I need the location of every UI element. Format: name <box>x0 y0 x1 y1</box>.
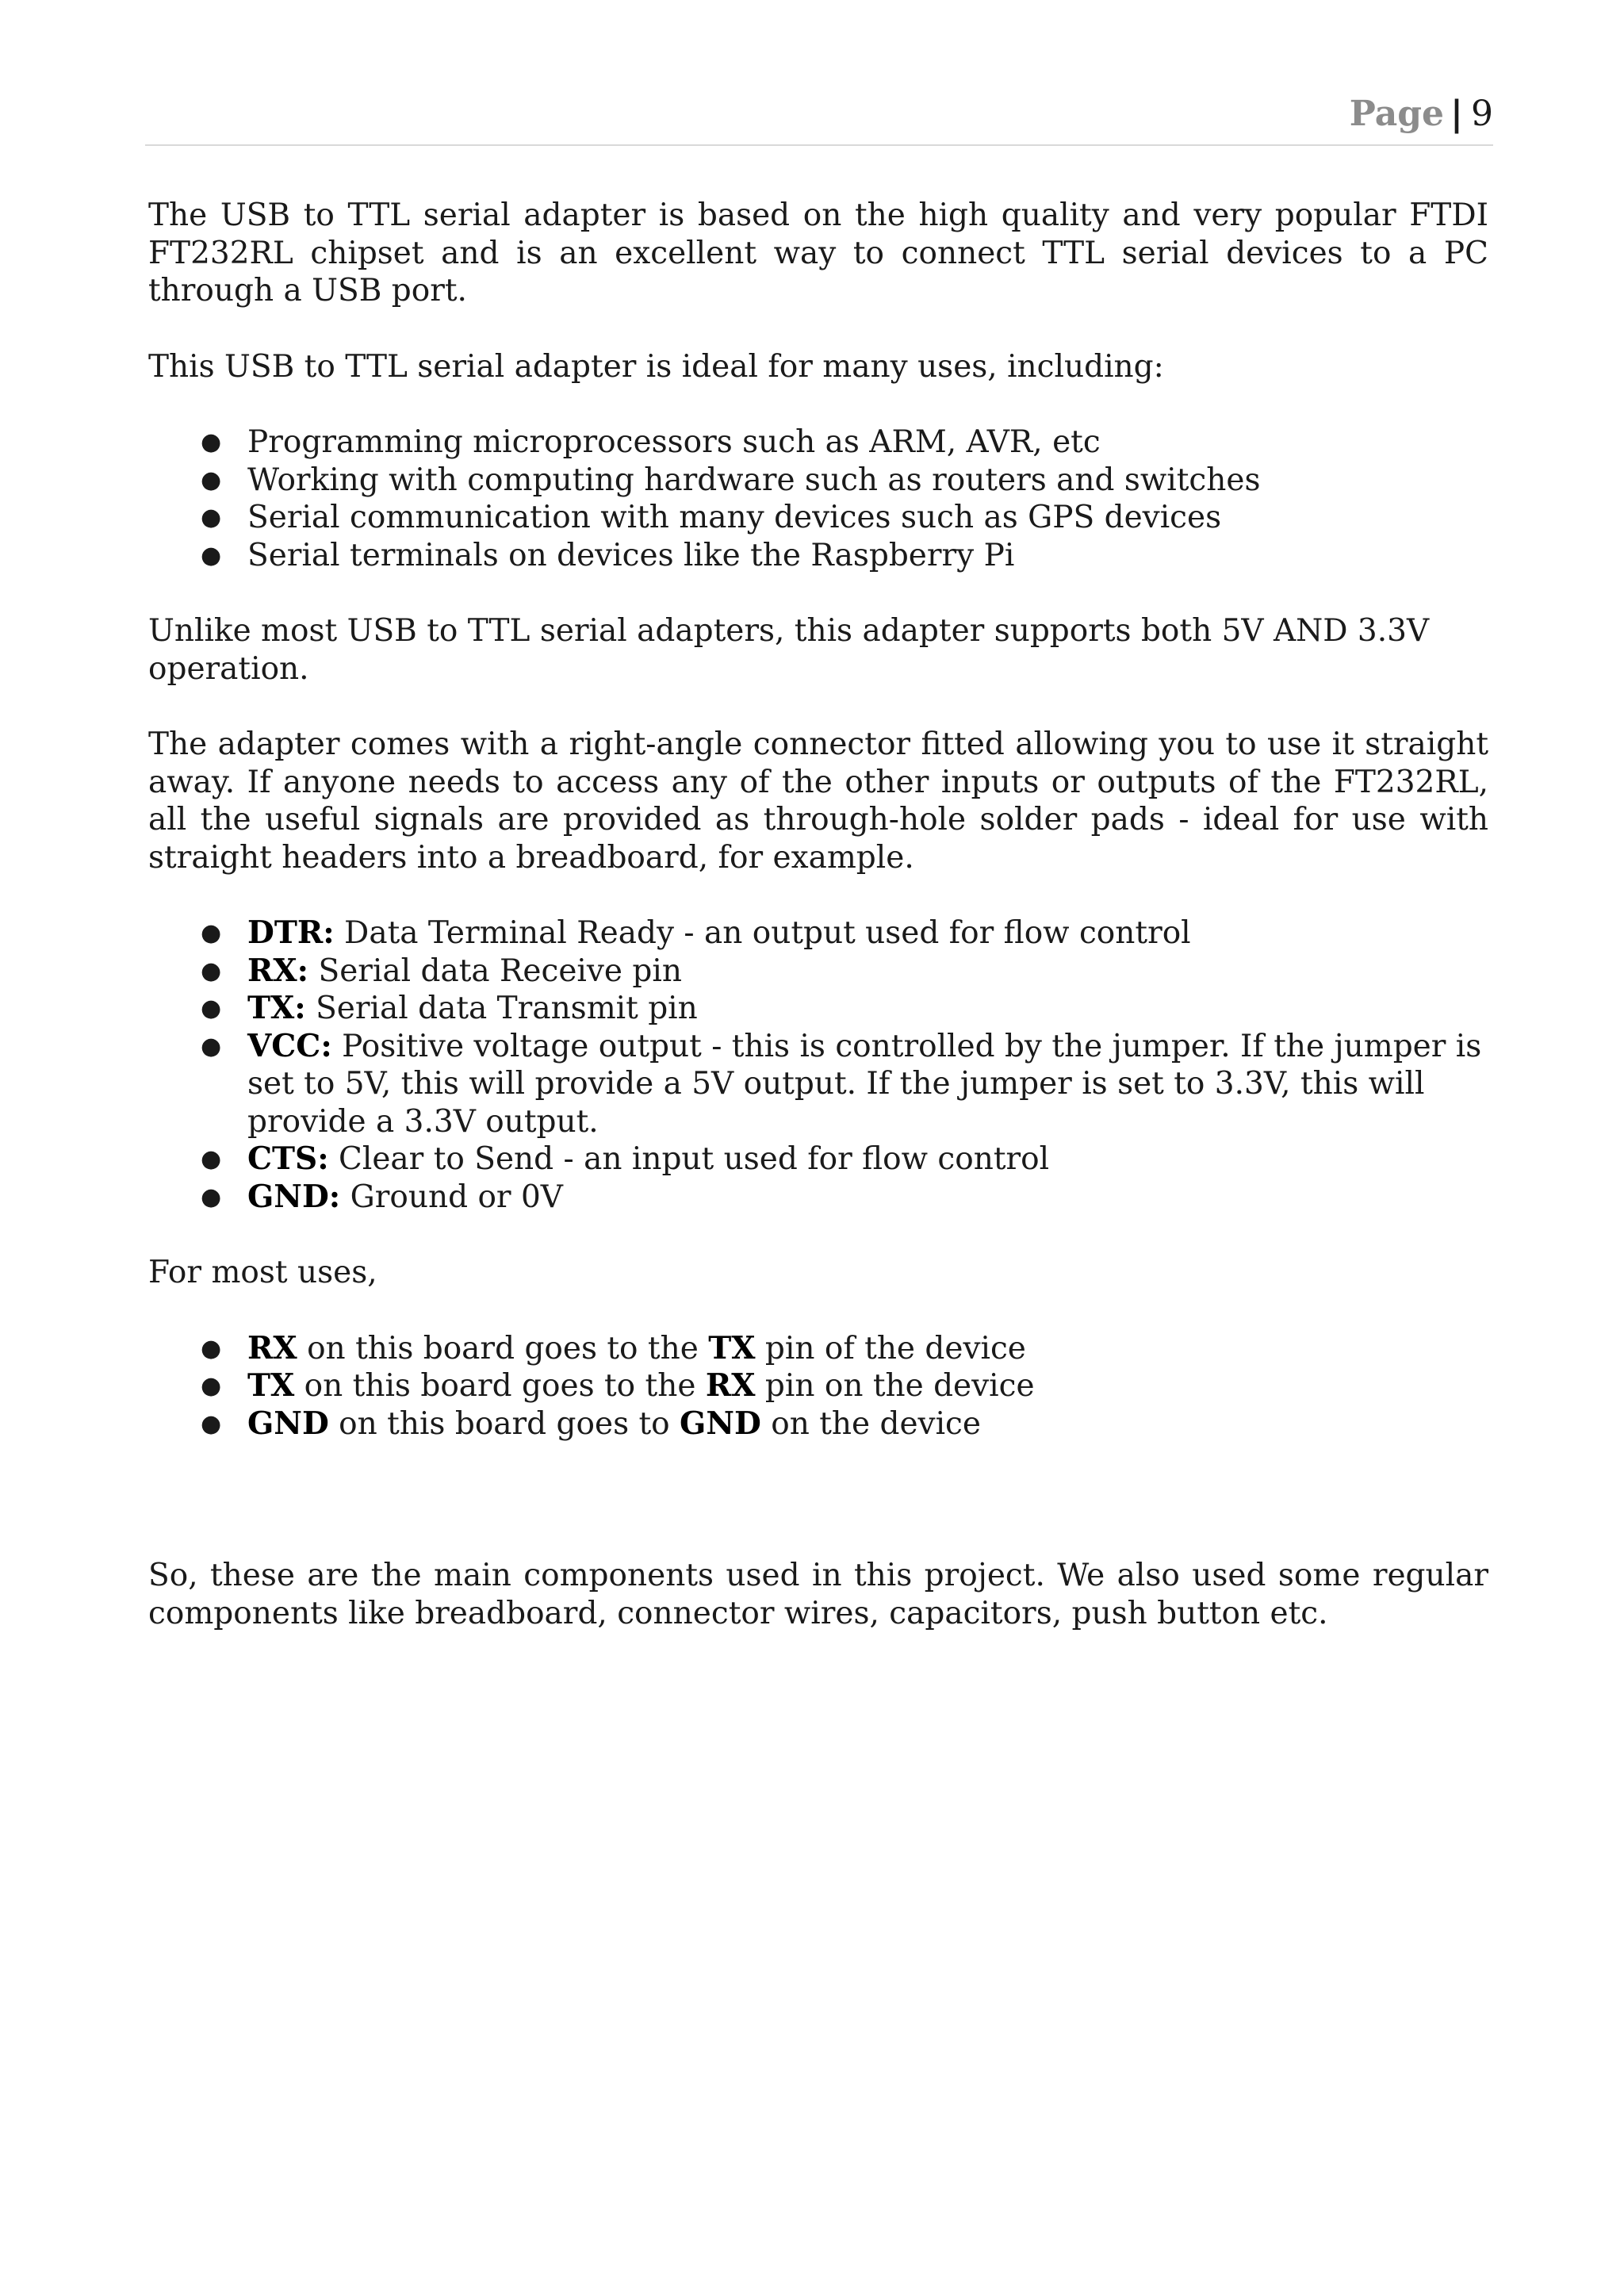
bullet-icon: ● <box>201 995 222 1022</box>
uses-list <box>148 424 1488 574</box>
list-item: ● Serial terminals on devices like the Raspberry Pi <box>201 537 1015 573</box>
list-item: ● DTR: Data Terminal Ready - an output used for flow control <box>201 914 1191 951</box>
bullet-icon: ● <box>201 1409 222 1438</box>
document-body <box>148 197 1488 1670</box>
connector-paragraph: The adapter comes with a right-angle connector fitted allowing you to use it straight away. If anyone needs to access any of the other inputs or outputs of the FT232RL, all the useful signals are provided as through-hole solder pads - ideal for use with straight headers into a breadboard, for example. <box>148 726 1488 876</box>
list-item: ● GND on this board goes to GND on the device <box>201 1405 981 1442</box>
page-header <box>145 94 1493 146</box>
list-item: ● GND: Ground or 0V <box>201 1178 563 1215</box>
bullet-icon: ● <box>201 1372 222 1400</box>
list-item: ● TX on this board goes to the RX pin on the device <box>201 1367 1035 1404</box>
bullet-icon: ● <box>201 1182 222 1211</box>
wiring-list <box>148 1330 1488 1443</box>
list-item: ● Serial communication with many devices such as GPS devices <box>201 500 1222 535</box>
list-item: ● RX: Serial data Receive pin <box>201 952 682 989</box>
list-item: ● VCC: Positive voltage output - this is controlled by the jumper. If the jumper is set to 5V, this will provide a 5V output. If the jumper is set to 3.3V, this will provide a 3.3V output. <box>201 1027 1482 1140</box>
bullet-icon: ● <box>201 428 222 456</box>
list-item: ● TX: Serial data Transmit pin <box>201 990 698 1026</box>
most-uses-paragraph: For most uses, <box>148 1255 377 1290</box>
bullet-icon: ● <box>201 919 222 947</box>
page-number: 9 <box>1471 94 1493 134</box>
pins-list <box>148 914 1488 1216</box>
bullet-icon: ● <box>201 956 222 985</box>
bullet-icon: ● <box>201 504 222 531</box>
list-item: ● Programming microprocessors such as ARM, AVR, etc <box>201 424 1101 460</box>
list-item: ● Working with computing hardware such as routers and switches <box>201 462 1261 498</box>
page-separator: | <box>1450 94 1463 134</box>
list-item: ● RX on this board goes to the TX pin of the device <box>201 1329 1026 1366</box>
intro-paragraph: The USB to TTL serial adapter is based on the high quality and very popular FTDI FT232RL chipset and is an excellent way to connect TTL serial devices to a PC through a USB port. <box>148 197 1488 309</box>
bullet-icon: ● <box>201 541 222 569</box>
bullet-icon: ● <box>201 1032 222 1060</box>
summary-paragraph: So, these are the main components used in this project. We also used some regular components like breadboard, connector wires, capacitors, push button etc. <box>148 1558 1488 1631</box>
uses-intro-paragraph: This USB to TTL serial adapter is ideal for many uses, including: <box>148 348 1164 385</box>
list-item: ● CTS: Clear to Send - an input used for flow control <box>201 1140 1050 1177</box>
bullet-icon: ● <box>201 1334 222 1363</box>
spacer <box>148 1481 1488 1557</box>
page-label: Page <box>1349 94 1444 134</box>
bullet-icon: ● <box>201 466 222 494</box>
voltage-paragraph: Unlike most USB to TTL serial adapters, this adapter supports both 5V AND 3.3V operation. <box>148 613 1430 687</box>
bullet-icon: ● <box>201 1145 222 1173</box>
